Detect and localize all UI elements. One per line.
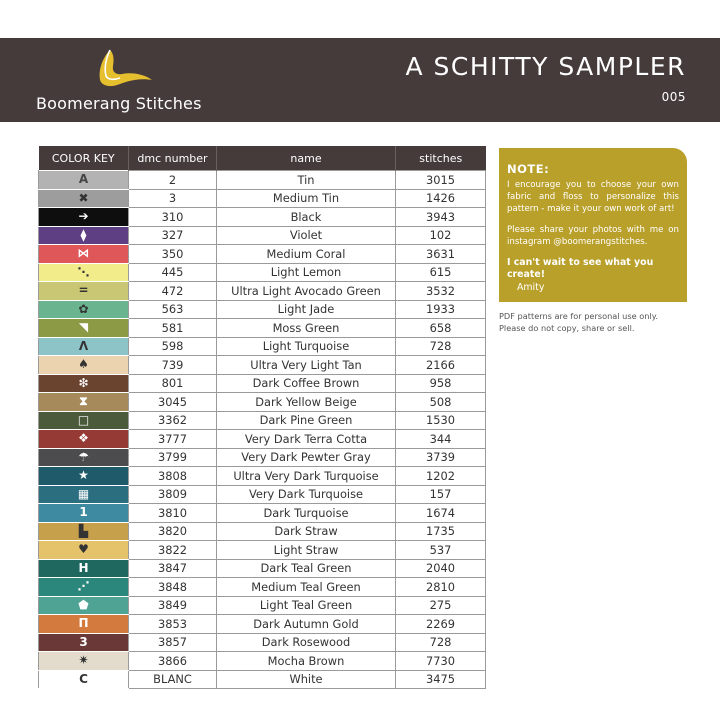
table-row (39, 578, 486, 597)
dmc-number-cell: 801 (129, 374, 217, 393)
color-swatch: = (39, 282, 129, 301)
color-name-cell: Very Dark Turquoise (217, 485, 396, 504)
color-name-cell: Moss Green (217, 319, 396, 338)
color-name-cell: Mocha Brown (217, 652, 396, 671)
color-name-cell: Ultra Very Light Tan (217, 356, 396, 375)
color-swatch: C (39, 670, 129, 689)
color-name-cell: Tin (217, 171, 396, 190)
color-name-cell: Light Straw (217, 541, 396, 560)
table-row (39, 189, 486, 208)
stitch-count-cell: 344 (396, 430, 486, 449)
table-row (39, 522, 486, 541)
stitch-count-cell: 1674 (396, 504, 486, 523)
color-swatch: ❇ (39, 374, 129, 393)
column-header-name: name (217, 146, 396, 171)
dmc-number-cell: 3810 (129, 504, 217, 523)
color-swatch: ▙ (39, 522, 129, 541)
table-row (39, 282, 486, 301)
table-row (39, 633, 486, 652)
table-row (39, 559, 486, 578)
stitch-count-cell: 508 (396, 393, 486, 412)
table-row (39, 485, 486, 504)
color-swatch: 1 (39, 504, 129, 523)
stitch-count-cell: 3631 (396, 245, 486, 264)
color-key-table (38, 146, 486, 689)
dmc-number-cell: 3799 (129, 448, 217, 467)
table-row (39, 319, 486, 338)
pattern-number: 005 (661, 90, 686, 104)
stitch-count-cell: 3475 (396, 670, 486, 689)
color-swatch: ♥ (39, 541, 129, 560)
color-name-cell: Dark Teal Green (217, 559, 396, 578)
color-name-cell: Dark Rosewood (217, 633, 396, 652)
dmc-number-cell: 563 (129, 300, 217, 319)
color-swatch: ★ (39, 467, 129, 486)
table-row (39, 393, 486, 412)
color-swatch: ✿ (39, 300, 129, 319)
disclaimer-line-no-copy: Please do not copy, share or sell. (499, 323, 635, 333)
dmc-number-cell: 3808 (129, 467, 217, 486)
stitch-count-cell: 1933 (396, 300, 486, 319)
stitch-count-cell: 537 (396, 541, 486, 560)
stitch-count-cell: 658 (396, 319, 486, 338)
table-row (39, 615, 486, 634)
table-header-row (39, 146, 486, 171)
table-row (39, 245, 486, 264)
table-row (39, 337, 486, 356)
dmc-number-cell: 3045 (129, 393, 217, 412)
color-name-cell: Black (217, 208, 396, 227)
note-title: NOTE: (507, 162, 550, 176)
logo (36, 46, 216, 118)
color-swatch: ⧗ (39, 393, 129, 412)
note-signature: Amity (517, 282, 545, 293)
dmc-number-cell: 3847 (129, 559, 217, 578)
dmc-number-cell: 3 (129, 189, 217, 208)
color-swatch: ♠ (39, 356, 129, 375)
table-row (39, 504, 486, 523)
color-name-cell: Very Dark Terra Cotta (217, 430, 396, 449)
table-row (39, 356, 486, 375)
column-header-color-key: COLOR KEY (39, 146, 129, 171)
stitch-count-cell: 2269 (396, 615, 486, 634)
color-name-cell: Dark Straw (217, 522, 396, 541)
stitch-count-cell: 1735 (396, 522, 486, 541)
color-swatch: ❖ (39, 430, 129, 449)
dmc-number-cell: 3777 (129, 430, 217, 449)
table-row (39, 448, 486, 467)
column-header-stitches: stitches (396, 146, 486, 171)
table-row (39, 411, 486, 430)
page-title: A SCHITTY SAMPLER (405, 52, 686, 81)
note-paragraph-personalize: I encourage you to choose your own fabric and floss to personalize this pattern - make it your own work of art! (507, 180, 679, 214)
color-swatch: ✷ (39, 652, 129, 671)
table-row (39, 226, 486, 245)
color-name-cell: Dark Turquoise (217, 504, 396, 523)
stitch-count-cell: 3943 (396, 208, 486, 227)
stitch-count-cell: 728 (396, 337, 486, 356)
color-swatch: ⋱ (39, 263, 129, 282)
disclaimer-line-personal-use: PDF patterns are for personal use only. (499, 311, 659, 321)
table-row (39, 596, 486, 615)
color-name-cell: Light Jade (217, 300, 396, 319)
note-paragraph-excitement: I can't wait to see what you create! (507, 257, 654, 280)
dmc-number-cell: 3866 (129, 652, 217, 671)
stitch-count-cell: 728 (396, 633, 486, 652)
color-name-cell: Very Dark Pewter Gray (217, 448, 396, 467)
usage-disclaimer (499, 310, 699, 334)
color-swatch: ⬟ (39, 596, 129, 615)
dmc-number-cell: 3820 (129, 522, 217, 541)
color-name-cell: Dark Autumn Gold (217, 615, 396, 634)
stitch-count-cell: 2040 (396, 559, 486, 578)
color-swatch: ✖ (39, 189, 129, 208)
color-name-cell: Medium Coral (217, 245, 396, 264)
table-row (39, 541, 486, 560)
stitch-count-cell: 1202 (396, 467, 486, 486)
table-row (39, 430, 486, 449)
note-box (499, 148, 687, 302)
table-body (39, 171, 486, 689)
stitch-count-cell: 157 (396, 485, 486, 504)
color-swatch: Λ (39, 337, 129, 356)
color-swatch: □ (39, 411, 129, 430)
color-name-cell: Medium Tin (217, 189, 396, 208)
stitch-count-cell: 3532 (396, 282, 486, 301)
stitch-count-cell: 275 (396, 596, 486, 615)
color-swatch: ☂ (39, 448, 129, 467)
stitch-count-cell: 102 (396, 226, 486, 245)
color-swatch: ◥ (39, 319, 129, 338)
table-row (39, 263, 486, 282)
stitch-count-cell: 7730 (396, 652, 486, 671)
color-name-cell: Light Teal Green (217, 596, 396, 615)
color-swatch: ⧫ (39, 226, 129, 245)
column-header-dmc-number: dmc number (129, 146, 217, 171)
color-name-cell: Light Turquoise (217, 337, 396, 356)
stitch-count-cell: 3739 (396, 448, 486, 467)
stitch-count-cell: 2810 (396, 578, 486, 597)
table-row (39, 300, 486, 319)
dmc-number-cell: 310 (129, 208, 217, 227)
dmc-number-cell: 598 (129, 337, 217, 356)
color-name-cell: Ultra Very Dark Turquoise (217, 467, 396, 486)
color-name-cell: Dark Pine Green (217, 411, 396, 430)
brand-name: Boomerang Stitches (36, 94, 202, 113)
stitch-count-cell: 958 (396, 374, 486, 393)
note-paragraph-instagram: Please share your photos with me on instagram @boomerangstitches. (507, 225, 679, 247)
table-row (39, 208, 486, 227)
color-name-cell: Ultra Light Avocado Green (217, 282, 396, 301)
dmc-number-cell: 739 (129, 356, 217, 375)
color-swatch: ➔ (39, 208, 129, 227)
dmc-number-cell: 3362 (129, 411, 217, 430)
table-row (39, 171, 486, 190)
stitch-count-cell: 1530 (396, 411, 486, 430)
dmc-number-cell: 3853 (129, 615, 217, 634)
color-name-cell: Medium Teal Green (217, 578, 396, 597)
dmc-number-cell: 581 (129, 319, 217, 338)
stitch-count-cell: 1426 (396, 189, 486, 208)
boomerang-logo-icon (92, 46, 156, 90)
header-bar (0, 38, 720, 122)
dmc-number-cell: 3849 (129, 596, 217, 615)
stitch-count-cell: 2166 (396, 356, 486, 375)
color-swatch: П (39, 615, 129, 634)
color-swatch: 3 (39, 633, 129, 652)
color-name-cell: Dark Yellow Beige (217, 393, 396, 412)
dmc-number-cell: 327 (129, 226, 217, 245)
dmc-number-cell: 350 (129, 245, 217, 264)
dmc-number-cell: 3848 (129, 578, 217, 597)
dmc-number-cell: 3809 (129, 485, 217, 504)
table-row (39, 374, 486, 393)
color-name-cell: Violet (217, 226, 396, 245)
dmc-number-cell: 445 (129, 263, 217, 282)
table-row (39, 467, 486, 486)
color-swatch: H (39, 559, 129, 578)
dmc-number-cell: 472 (129, 282, 217, 301)
color-name-cell: Light Lemon (217, 263, 396, 282)
color-swatch: ⋰ (39, 578, 129, 597)
stitch-count-cell: 615 (396, 263, 486, 282)
dmc-number-cell: 3822 (129, 541, 217, 560)
dmc-number-cell: 2 (129, 171, 217, 190)
color-swatch: ▦ (39, 485, 129, 504)
color-name-cell: Dark Coffee Brown (217, 374, 396, 393)
color-swatch: ⋈ (39, 245, 129, 264)
table-row (39, 670, 486, 689)
dmc-number-cell: 3857 (129, 633, 217, 652)
stitch-count-cell: 3015 (396, 171, 486, 190)
color-name-cell: White (217, 670, 396, 689)
table-row (39, 652, 486, 671)
color-swatch: A (39, 171, 129, 190)
dmc-number-cell: BLANC (129, 670, 217, 689)
